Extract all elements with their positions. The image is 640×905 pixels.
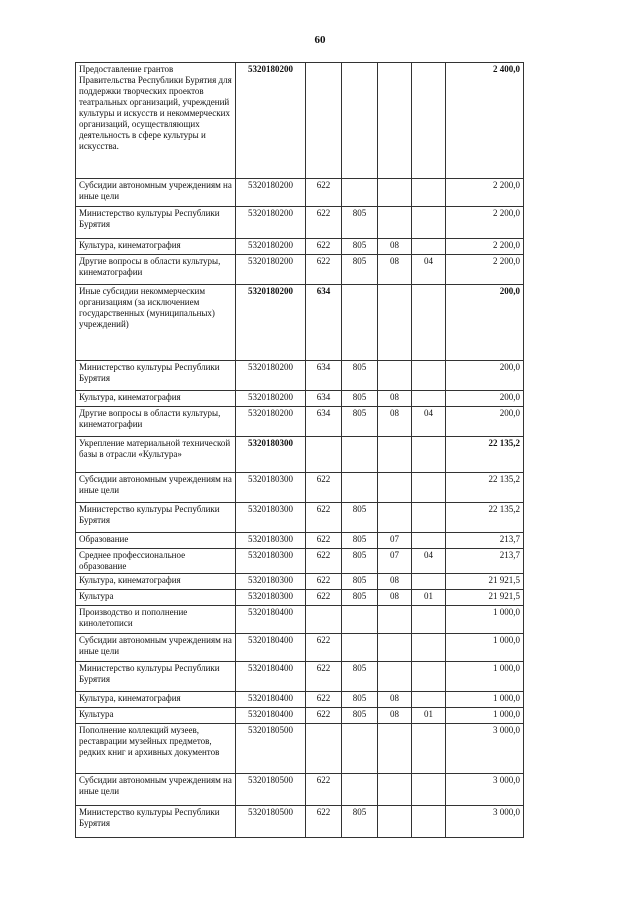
- page-number: 60: [314, 34, 326, 46]
- row-name-cell: Другие вопросы в области культуры, кинематографии: [76, 407, 236, 437]
- row-rz-cell: 08: [378, 407, 412, 437]
- row-name-cell: Производство и пополнение кинолетописи: [76, 606, 236, 634]
- table-row: [76, 407, 524, 437]
- row-pr-cell: 04: [412, 407, 446, 437]
- row-name-cell: Министерство культуры Республики Бурятия: [76, 207, 236, 239]
- row-name-cell: Другие вопросы в области культуры, кинематографии: [76, 255, 236, 285]
- row-pr-cell: [412, 473, 446, 503]
- table-row: [76, 361, 524, 391]
- row-pr-cell: [412, 533, 446, 549]
- row-vr-cell: 622: [306, 179, 342, 207]
- row-code-cell: 5320180200: [236, 391, 306, 407]
- table-row: [76, 63, 524, 179]
- row-sum-cell: 1 000,0: [446, 606, 524, 634]
- row-sum-cell: 2 200,0: [446, 239, 524, 255]
- row-code-cell: 5320180200: [236, 239, 306, 255]
- table-row: [76, 391, 524, 407]
- row-gr-cell: 805: [342, 692, 378, 708]
- row-gr-cell: [342, 774, 378, 806]
- row-rz-cell: 08: [378, 255, 412, 285]
- row-code-cell: 5320180300: [236, 549, 306, 574]
- row-code-cell: 5320180300: [236, 473, 306, 503]
- row-pr-cell: [412, 179, 446, 207]
- row-rz-cell: 08: [378, 590, 412, 606]
- table-row: [76, 708, 524, 724]
- row-pr-cell: [412, 63, 446, 179]
- table-row: [76, 473, 524, 503]
- row-rz-cell: [378, 774, 412, 806]
- row-rz-cell: 07: [378, 549, 412, 574]
- row-sum-cell: 3 000,0: [446, 724, 524, 774]
- row-gr-cell: [342, 63, 378, 179]
- row-vr-cell: [306, 437, 342, 473]
- row-sum-cell: 22 135,2: [446, 437, 524, 473]
- row-rz-cell: [378, 724, 412, 774]
- row-vr-cell: 634: [306, 407, 342, 437]
- table-row: [76, 606, 524, 634]
- row-vr-cell: 634: [306, 391, 342, 407]
- row-rz-cell: [378, 806, 412, 838]
- row-name-cell: Министерство культуры Республики Бурятия: [76, 806, 236, 838]
- row-name-cell: Субсидии автономным учреждениям на иные цели: [76, 179, 236, 207]
- row-pr-cell: [412, 606, 446, 634]
- row-pr-cell: [412, 361, 446, 391]
- row-vr-cell: 622: [306, 533, 342, 549]
- table-row: [76, 662, 524, 692]
- row-code-cell: 5320180500: [236, 774, 306, 806]
- row-gr-cell: 805: [342, 503, 378, 533]
- row-rz-cell: [378, 662, 412, 692]
- row-vr-cell: 622: [306, 574, 342, 590]
- row-code-cell: 5320180300: [236, 574, 306, 590]
- row-pr-cell: 01: [412, 708, 446, 724]
- row-gr-cell: 805: [342, 239, 378, 255]
- row-vr-cell: 622: [306, 473, 342, 503]
- row-name-cell: Культура, кинематография: [76, 574, 236, 590]
- row-pr-cell: [412, 662, 446, 692]
- row-code-cell: 5320180200: [236, 407, 306, 437]
- row-code-cell: 5320180400: [236, 708, 306, 724]
- row-vr-cell: 634: [306, 361, 342, 391]
- row-vr-cell: 622: [306, 255, 342, 285]
- row-pr-cell: [412, 574, 446, 590]
- row-rz-cell: [378, 361, 412, 391]
- row-vr-cell: 622: [306, 774, 342, 806]
- row-sum-cell: 200,0: [446, 391, 524, 407]
- row-vr-cell: 622: [306, 692, 342, 708]
- row-pr-cell: [412, 285, 446, 361]
- row-rz-cell: [378, 606, 412, 634]
- row-name-cell: Иные субсидии некоммерческим организациям (за исключением государственных (муниципальных) учреждений): [76, 285, 236, 361]
- row-code-cell: 5320180300: [236, 590, 306, 606]
- row-pr-cell: 04: [412, 549, 446, 574]
- row-rz-cell: 08: [378, 708, 412, 724]
- row-vr-cell: 634: [306, 285, 342, 361]
- row-sum-cell: 3 000,0: [446, 806, 524, 838]
- table-row: [76, 207, 524, 239]
- row-pr-cell: [412, 634, 446, 662]
- row-vr-cell: 622: [306, 239, 342, 255]
- row-gr-cell: 805: [342, 207, 378, 239]
- budget-table: [75, 62, 524, 838]
- row-gr-cell: 805: [342, 574, 378, 590]
- row-pr-cell: [412, 239, 446, 255]
- row-code-cell: 5320180200: [236, 285, 306, 361]
- table-row: [76, 634, 524, 662]
- row-pr-cell: [412, 724, 446, 774]
- row-code-cell: 5320180200: [236, 255, 306, 285]
- table-row: [76, 549, 524, 574]
- row-sum-cell: 200,0: [446, 407, 524, 437]
- row-sum-cell: 21 921,5: [446, 590, 524, 606]
- row-vr-cell: 622: [306, 549, 342, 574]
- row-gr-cell: 805: [342, 533, 378, 549]
- row-pr-cell: [412, 806, 446, 838]
- row-pr-cell: [412, 503, 446, 533]
- row-code-cell: 5320180300: [236, 533, 306, 549]
- row-rz-cell: 08: [378, 391, 412, 407]
- row-code-cell: 5320180200: [236, 361, 306, 391]
- row-name-cell: Культура: [76, 590, 236, 606]
- row-pr-cell: [412, 207, 446, 239]
- table-row: [76, 806, 524, 838]
- row-sum-cell: 2 200,0: [446, 255, 524, 285]
- row-rz-cell: [378, 473, 412, 503]
- row-gr-cell: 805: [342, 407, 378, 437]
- row-sum-cell: 200,0: [446, 361, 524, 391]
- row-rz-cell: 08: [378, 692, 412, 708]
- table-row: [76, 533, 524, 549]
- row-rz-cell: [378, 63, 412, 179]
- row-code-cell: 5320180200: [236, 207, 306, 239]
- row-pr-cell: [412, 692, 446, 708]
- row-name-cell: Министерство культуры Республики Бурятия: [76, 662, 236, 692]
- row-name-cell: Министерство культуры Республики Бурятия: [76, 361, 236, 391]
- row-pr-cell: [412, 391, 446, 407]
- row-vr-cell: 622: [306, 503, 342, 533]
- row-rz-cell: [378, 634, 412, 662]
- row-code-cell: 5320180300: [236, 503, 306, 533]
- row-name-cell: Образование: [76, 533, 236, 549]
- row-sum-cell: 213,7: [446, 549, 524, 574]
- row-gr-cell: [342, 179, 378, 207]
- row-pr-cell: [412, 774, 446, 806]
- row-rz-cell: 08: [378, 574, 412, 590]
- row-name-cell: Пополнение коллекций музеев, реставрации музейных предметов, редких книг и архивных документов: [76, 724, 236, 774]
- row-code-cell: 5320180500: [236, 724, 306, 774]
- table-row: [76, 503, 524, 533]
- row-sum-cell: 22 135,2: [446, 473, 524, 503]
- table-row: [76, 724, 524, 774]
- row-vr-cell: 622: [306, 634, 342, 662]
- row-gr-cell: 805: [342, 708, 378, 724]
- row-sum-cell: 2 400,0: [446, 63, 524, 179]
- row-pr-cell: 04: [412, 255, 446, 285]
- row-sum-cell: 21 921,5: [446, 574, 524, 590]
- table-row: [76, 239, 524, 255]
- row-name-cell: Культура, кинематография: [76, 391, 236, 407]
- row-vr-cell: [306, 606, 342, 634]
- row-gr-cell: [342, 473, 378, 503]
- row-gr-cell: 805: [342, 391, 378, 407]
- row-gr-cell: 805: [342, 549, 378, 574]
- row-pr-cell: 01: [412, 590, 446, 606]
- row-name-cell: Министерство культуры Республики Бурятия: [76, 503, 236, 533]
- row-gr-cell: 805: [342, 662, 378, 692]
- table-row: [76, 692, 524, 708]
- row-name-cell: Предоставление грантов Правительства Республики Бурятия для поддержки творческих проектов театральных организаций, учреждений культуры и искусств и некоммерческих организаций, осуществляющих деятельность в сфере культуры и искусства.: [76, 63, 236, 179]
- row-gr-cell: [342, 437, 378, 473]
- row-gr-cell: [342, 285, 378, 361]
- row-code-cell: 5320180500: [236, 806, 306, 838]
- table-row: [76, 437, 524, 473]
- table-row: [76, 590, 524, 606]
- row-code-cell: 5320180400: [236, 634, 306, 662]
- row-rz-cell: [378, 207, 412, 239]
- row-name-cell: Субсидии автономным учреждениям на иные цели: [76, 473, 236, 503]
- row-gr-cell: 805: [342, 806, 378, 838]
- row-code-cell: 5320180300: [236, 437, 306, 473]
- row-gr-cell: 805: [342, 255, 378, 285]
- row-gr-cell: 805: [342, 361, 378, 391]
- row-rz-cell: [378, 437, 412, 473]
- row-vr-cell: 622: [306, 207, 342, 239]
- row-rz-cell: [378, 179, 412, 207]
- row-name-cell: Культура, кинематография: [76, 692, 236, 708]
- row-code-cell: 5320180400: [236, 606, 306, 634]
- row-code-cell: 5320180400: [236, 662, 306, 692]
- row-vr-cell: 622: [306, 806, 342, 838]
- row-vr-cell: [306, 63, 342, 179]
- row-sum-cell: 22 135,2: [446, 503, 524, 533]
- row-sum-cell: 2 200,0: [446, 207, 524, 239]
- row-gr-cell: [342, 606, 378, 634]
- row-rz-cell: 07: [378, 533, 412, 549]
- row-sum-cell: 1 000,0: [446, 634, 524, 662]
- row-sum-cell: 2 200,0: [446, 179, 524, 207]
- row-gr-cell: [342, 724, 378, 774]
- row-name-cell: Укрепление материальной технической базы в отрасли «Культура»: [76, 437, 236, 473]
- row-vr-cell: [306, 724, 342, 774]
- row-sum-cell: 213,7: [446, 533, 524, 549]
- row-name-cell: Субсидии автономным учреждениям на иные цели: [76, 634, 236, 662]
- row-vr-cell: 622: [306, 590, 342, 606]
- row-rz-cell: [378, 285, 412, 361]
- row-sum-cell: 1 000,0: [446, 662, 524, 692]
- table-row: [76, 285, 524, 361]
- row-gr-cell: 805: [342, 590, 378, 606]
- row-pr-cell: [412, 437, 446, 473]
- row-sum-cell: 1 000,0: [446, 708, 524, 724]
- row-sum-cell: 3 000,0: [446, 774, 524, 806]
- table-row: [76, 179, 524, 207]
- row-rz-cell: 08: [378, 239, 412, 255]
- row-name-cell: Среднее профессиональное образование: [76, 549, 236, 574]
- row-sum-cell: 1 000,0: [446, 692, 524, 708]
- table-row: [76, 574, 524, 590]
- row-code-cell: 5320180200: [236, 179, 306, 207]
- row-gr-cell: [342, 634, 378, 662]
- table-row: [76, 774, 524, 806]
- row-sum-cell: 200,0: [446, 285, 524, 361]
- row-vr-cell: 622: [306, 662, 342, 692]
- table-row: [76, 255, 524, 285]
- row-name-cell: Культура, кинематография: [76, 239, 236, 255]
- row-rz-cell: [378, 503, 412, 533]
- row-code-cell: 5320180400: [236, 692, 306, 708]
- row-code-cell: 5320180200: [236, 63, 306, 179]
- row-vr-cell: 622: [306, 708, 342, 724]
- row-name-cell: Субсидии автономным учреждениям на иные цели: [76, 774, 236, 806]
- row-name-cell: Культура: [76, 708, 236, 724]
